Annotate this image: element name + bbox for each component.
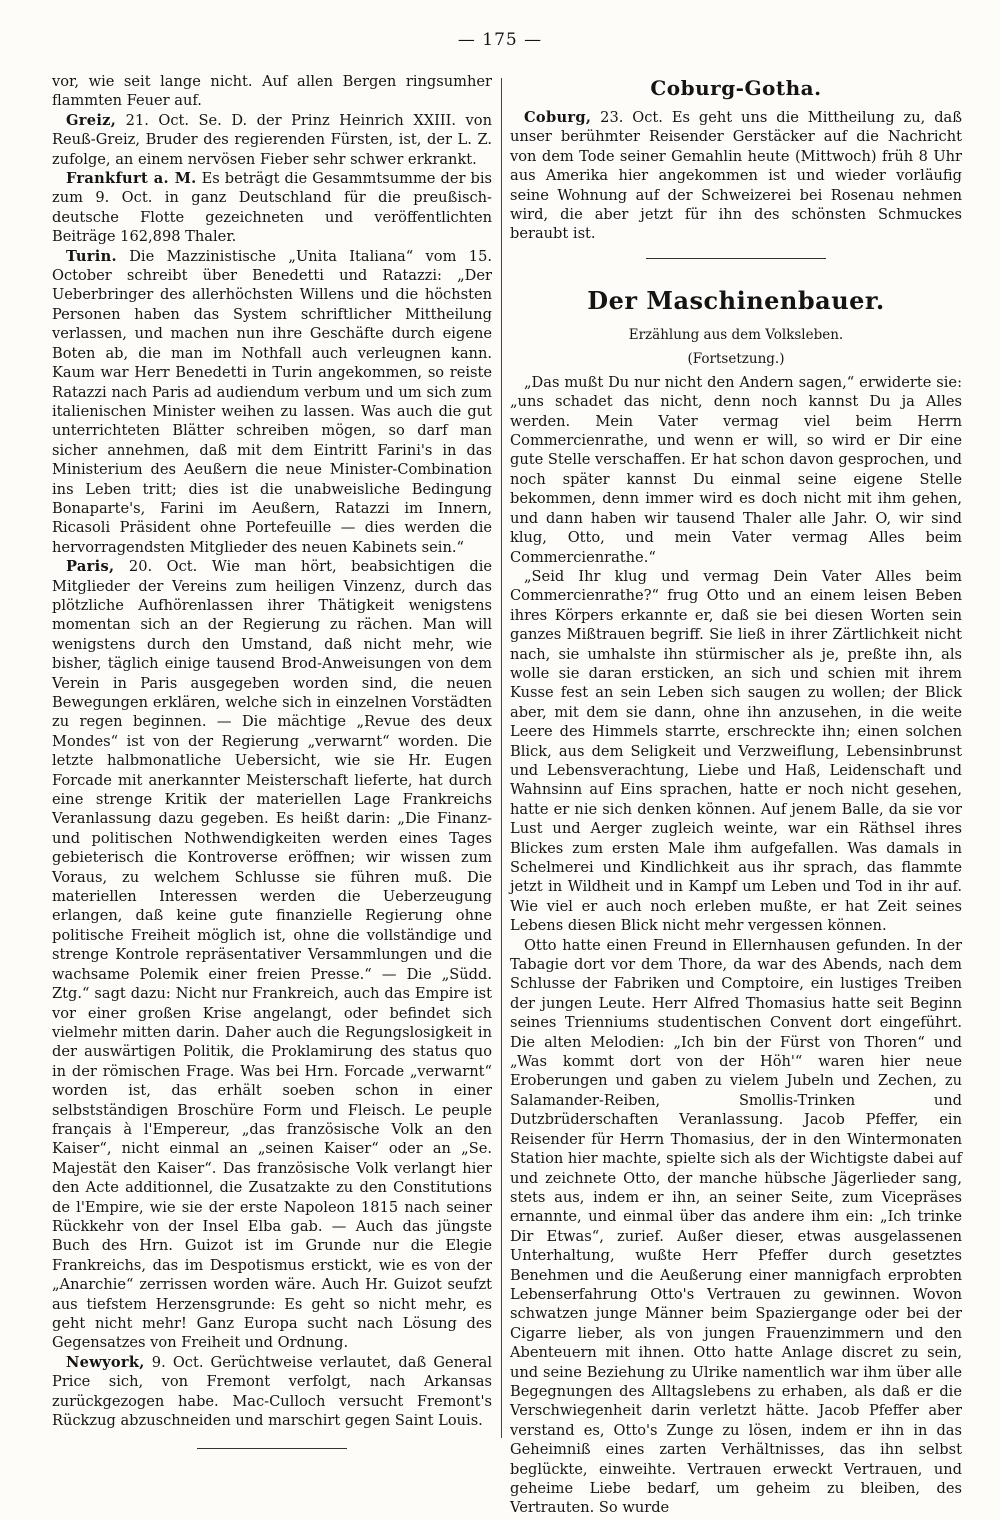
story-paragraph: „Das mußt Du nur nicht den Andern sagen,“ erwiderte sie: „uns schadet das nicht, denn noch kannst Du ja Alles werden. Mein Vater vermag viel beim Herrn Commercienrathe, und wenn er will, so wird er Dir eine gute Stelle verschaffen. Er hat schon davon gesprochen, und noch später kannst Du einmal seine eigene Stelle bekommen, denn immer wird es doch nicht mit ihm gehen, und dann haben wir tausend Thaler alle Jahr. O, wir sind klug, Otto, und mein Vater vermag Alles beim Commercienrathe.“: [510, 373, 962, 566]
story-paragraph: Otto hatte einen Freund in Ellernhausen gefunden. In der Tabagie dort vor dem Thore, da war des Abends, nach dem Schlusse der Fabriken und Comptoire, ein lustiges Treiben der jungen Leute. Herr Alfred Thomasius hatte seit Beginn seines Trienniums studentischen Convent dort eingeführt. Die alten Melodien: „Ich bin der Fürst von Thoren“ und „Was kommt dort von der Höh'“ waren hier neue Eroberungen und gaben zu vielem Jubeln und Zechen, zu Salamander-Reiben, Smollis-Trinken und Dutzbrüderschaften Veranlassung. Jacob Pfeffer, ein Reisender für Herrn Thomasius, der in den Wintermonaten Station hier machte, spielte sich als der Wichtigste dabei auf und zeichnete Otto, der manche hübsche Jägerlieder sang, stets aus, indem er ihn, an seiner Seite, zum Vicepräses ernannte, und einmal über das andere ihm ein: „Ich trinke Dir Etwas“, zurief. Außer dieser, etwas ausgelassenen Unterhaltung, wußte Herr Pfeffer durch gesetztes Benehmen und die Aeußerung einer mannigfach erprobten Lebenserfahrung Otto's Vertrauen zu gewinnen. Wovon schwatzen junge Männer beim Spaziergange oder bei der Cigarre lieber, als von jungen Frauenzimmern und den Abenteuern mit ihnen. Otto hatte Anlage discret zu sein, und seine Beziehung zu Ulrike namentlich war ihm über alle Begegnungen des Alltagslebens zu erhaben, als daß er die Verschwiegenheit darin verletzt hätte. Jacob Pfeffer aber verstand es, Otto's Zunge zu lösen, indem er ihn in das Geheimniß eines zarten Verhältnisses, das ihn selbst beglückte, einweihte. Vertrauen erweckt Vertrauen, und geheime Liebe bedarf, um geheim zu bleiben, des Vertrauten. So wurde: [510, 936, 962, 1517]
article-text: 20. Oct. Wie man hört, beabsichtigen die Mitglieder der Vereins zum heiligen Vinzenz, durch das plötzliche Aufhörenlassen ihrer Thätigkeit wenigstens momentan sich an der Regierung zu rächen. Man will wenigstens durch den Umstand, daß nicht mehr, wie bisher, täglich einige tausend Brod-Anweisungen von dem Verein in Paris ausgegeben worden sind, die neuen Bewegungen erklären, welche sich in einzelnen Vorstädten zu regen beginnen. — Die mächtige „Revue des deux Mondes“ ist von der Regierung „verwarnt“ worden. Die letzte halbmonatliche Uebersicht, wie sie Hr. Eugen Forcade mit anerkannter Meisterschaft lieferte, hat durch eine strenge Kritik der materiellen Lage Frankreichs Veranlassung dazu gegeben. Es heißt darin: „Die Finanz- und politischen Nothwendigkeiten werden eines Tages gebieterisch die Kontroverse eröffnen; wir wissen zum Voraus, zu welchem Schlusse sie führen muß. Die materiellen Interessen werden die Ueberzeugung erlangen, daß keine gute finanzielle Regierung ohne politische Freiheit möglich ist, ohne die vollständige und strenge Kontrole repräsentativer Versammlungen und die wachsame Polemik einer freien Presse.“ — Die „Südd. Ztg.“ sagt dazu: Nicht nur Frankreich, auch das Empire ist vor einer großen Krise angelangt, oder befindet sich vielmehr mitten darin. Daher auch die Regungslosigkeit in der auswärtigen Politik, die Proklamirung des status quo in der römischen Frage. Was bei Hrn. Forcade „verwarnt“ worden ist, das erhält soeben schon in einer selbstständigen Broschüre Form und Fleisch. Le peuple français à l'Empereur, „das französische Volk an den Kaiser“, nicht einmal an „seinen Kaiser“ oder an „Se. Majestät den Kaiser“. Das französische Volk verlangt hier den Acte additionnel, die Zusatzakte zu den Constitutions de l'Empire, wie sie der erste Napoleon 1815 nach seiner Rückkehr von der Insel Elba gab. — Auch das jüngste Buch des Hrn. Guizot ist im Grunde nur die Elegie Frankreichs, das im Despotismus erstickt, wie es von der „Anarchie“ zerrissen worden wäre. Auch Hr. Guizot seufzt aus tiefstem Herzensgrunde: Es geht so nicht mehr, es geht nicht mehr! Ganz Europa sucht nach Lösung des Gegensatzes von Freiheit und Ordnung.: [52, 558, 492, 1352]
page-number: — 175 —: [457, 30, 543, 50]
left-column: [52, 72, 492, 1452]
article-text: Es beträgt die Gesammtsumme der bis zum 9. Oct. in ganz Deutschland für die preußisch-deutsche Flotte gezeichneten und veröffentlichten Beiträge 162,898 Thaler.: [52, 170, 492, 246]
article-frankfurt: [52, 169, 492, 247]
article-text: vor, wie seit lange nicht. Auf allen Bergen ringsumher flammten Feuer auf.: [52, 73, 492, 110]
story-paragraph: „Seid Ihr klug und vermag Dein Vater Alles beim Commercienrathe?“ frug Otto und an einem leisen Beben ihres Körpers erkannte er, daß sie bei diesen Worten sein ganzes Mißtrauen begriff. Sie ließ in ihrer Zärtlichkeit nicht nach, sie umhalste ihn stürmischer als je, preßte ihn, als wolle sie daran ersticken, an sich und schien mit ihrem Kusse fest an sein Leben sich saugen zu wollen; der Blick aber, mit dem sie dann, ohne ihn anzusehen, in die weite Leere des Himmels starrte, erschreckte ihn; einen solchen Blick, aus dem Seligkeit und Verzweiflung, Lebensinbrunst und Lebensverachtung, Liebe und Haß, Leidenschaft und Wahnsinn auf Eins sprachen, hatte er noch nicht gesehen, hatte er nie sich denken können. Auf jenem Balle, da sie vor Lust und Aerger zugleich weinte, war ein Räthsel ihres Blickes zum ersten Male ihm aufgefallen. Was damals in Schelmerei und Kindlichkeit aus ihr sprach, das flammte jetzt in Wildheit und in Kampf um Leben und Tod in ihr auf. Wie viel er auch noch erleben mußte, er hat Zeit seines Lebens diesen Blick nicht mehr vergessen können.: [510, 567, 962, 935]
article-turin: [52, 247, 492, 558]
dateline-greiz: Greiz,: [66, 111, 117, 129]
story-title: Der Maschinenbauer.: [587, 285, 885, 315]
article-text: 23. Oct. Es geht uns die Mittheilung zu, daß unser berühmter Reisender Gerstäcker auf die Nachricht von dem Tode seiner Gemahlin heute (Mittwoch) früh 8 Uhr aus Amerika hier angekommen ist und wieder vorläufig seine Wohnung auf der Schweizerei bei Rosenau nehmen wird, die aber jetzt für ihn des schönsten Schmuckes beraubt ist.: [510, 109, 962, 243]
dateline-paris: Paris,: [66, 558, 115, 576]
article-greiz: [52, 111, 492, 169]
article-continuation: [52, 72, 492, 111]
article-text: Die Mazzinistische „Unita Italiana“ vom 15. October schreibt über Benedetti und Ratazzi: „Der Ueberbringer des allerhöchsten Willens und die höchsten Personen haben das System schriftlicher Mittheilung verlassen, und machen nun ihre Geschäfte durch eigene Boten ab, die man im Nothfall auch verleugnen kann. Kaum war Herr Benedetti in Turin angekommen, so reiste Ratazzi nach Paris ad audiendum verbum und um sich zum italienischen Minister weihen zu lassen. Was auch die gut unterrichteten Blätter schreiben mögen, so darf man sicher annehmen, daß mit dem Eintritt Farini's in das Ministerium des Aeußern die neue Minister-Combination ins Leben tritt; dies ist die unabweisliche Bedingung Bonaparte's, Farini im Aeußern, Ratazzi im Innern, Ricasoli Präsident ohne Portefeuille — dies werden die hervorragendsten Mitglieder des neuen Kabinets sein.“: [52, 247, 492, 556]
right-column: [510, 72, 962, 1517]
story-continued-note: (Fortsetzung.): [687, 350, 785, 367]
column-divider: [501, 78, 502, 1438]
story-subtitle: Erzählung aus dem Volksleben.: [628, 326, 844, 343]
dateline-turin: Turin.: [66, 247, 117, 265]
section-heading: Coburg-Gotha.: [650, 76, 822, 100]
article-text: 21. Oct. Se. D. der Prinz Heinrich XXIII. von Reuß-Greiz, Bruder des regierenden Fürsten, ist, der L. Z. zufolge, an einem nervösen Fieber sehr schwer erkrankt.: [52, 111, 492, 168]
article-paris: [52, 557, 492, 1353]
dateline-frankfurt: Frankfurt a. M.: [66, 170, 197, 188]
dateline-coburg: Coburg,: [524, 109, 592, 126]
article-text: 9. Oct. Gerüchtweise verlautet, daß General Price sich, von Fremont verfolgt, nach Arkansas zurückgezogen habe. Mac-Culloch versucht Fremont's Rückzug abzuschneiden und marschirt gegen Saint Louis.: [52, 1353, 492, 1430]
article-coburg: [510, 108, 962, 244]
article-newyork: [52, 1353, 492, 1431]
dateline-newyork: Newyork,: [66, 1353, 145, 1371]
section-rule: [646, 258, 826, 259]
column-end-rule: [197, 1448, 347, 1449]
